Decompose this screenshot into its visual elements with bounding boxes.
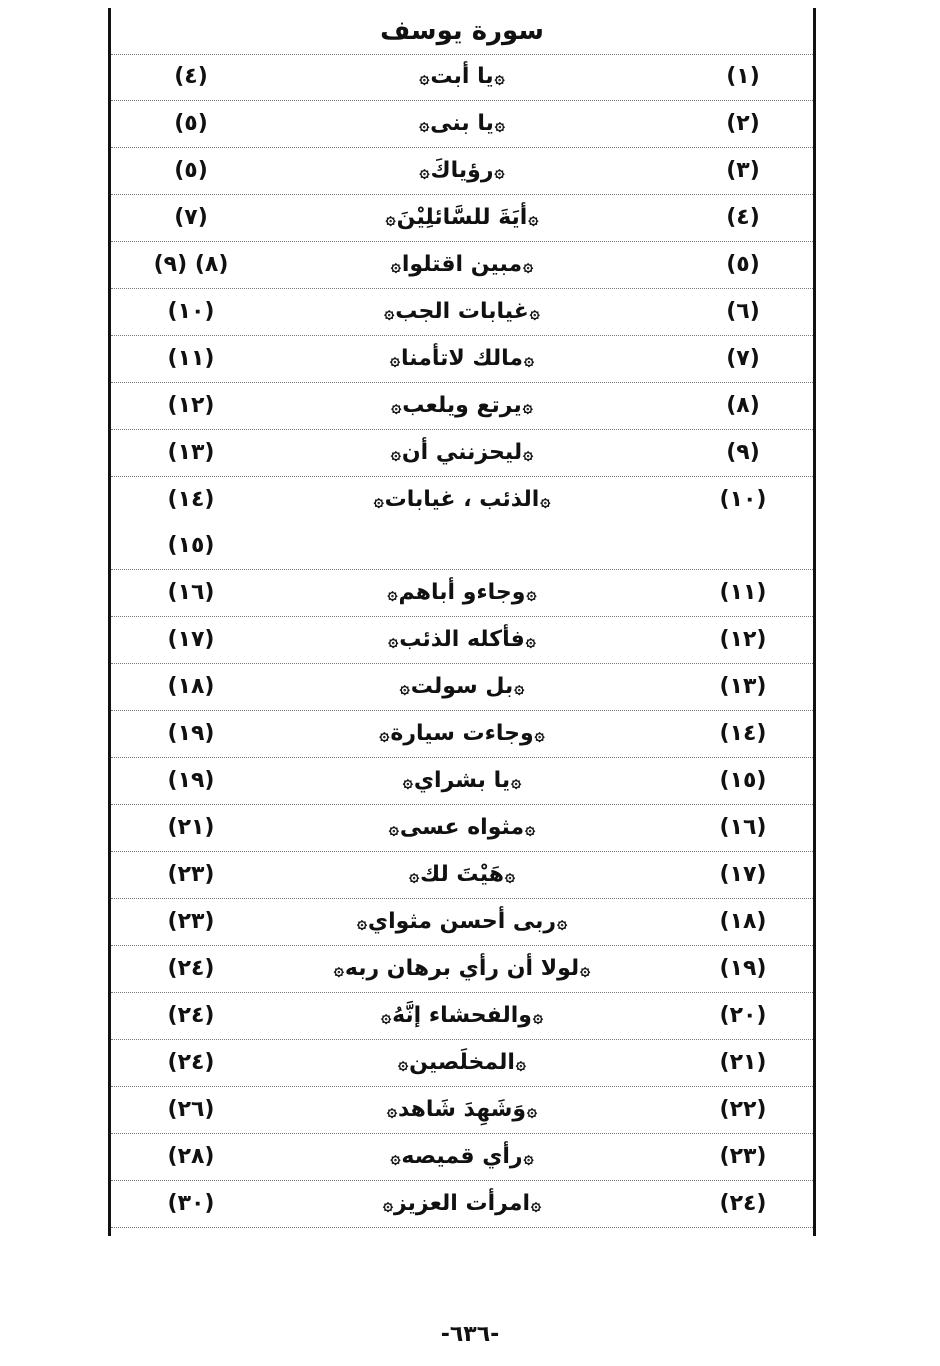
- table-row: [111, 993, 813, 1040]
- ornament-bracket-close: ۞: [390, 256, 401, 276]
- entry-page: (٨) (٩): [153, 252, 229, 277]
- entry-page: (١٤): [167, 487, 215, 512]
- ornament-bracket-open: ۞: [529, 303, 540, 323]
- entry-page: (٢٣): [167, 862, 215, 887]
- ornament-bracket-close: ۞: [383, 1195, 393, 1215]
- ornament-bracket-close: ۞: [333, 960, 344, 980]
- entry-page: (٢٤): [167, 956, 215, 981]
- entry-number: (١١): [719, 580, 767, 605]
- entry-word-text: مبين اقتلوا: [401, 252, 523, 277]
- entry-word: [261, 805, 663, 851]
- table-row: [111, 899, 813, 946]
- entry-word-text: رأي قميصه: [401, 1144, 523, 1169]
- ornament-bracket-open: ۞: [514, 678, 525, 698]
- table-row: [111, 101, 813, 148]
- table-row: [111, 617, 813, 664]
- ornament-bracket-open: ۞: [494, 115, 505, 135]
- entry-word: [261, 430, 663, 476]
- ornament-bracket-close: ۞: [388, 819, 399, 839]
- entry-page: (٣٠): [167, 1191, 215, 1216]
- ornament-bracket-close: ۞: [390, 350, 400, 370]
- entry-word: [261, 195, 663, 241]
- ornament-bracket-close: ۞: [409, 866, 420, 886]
- page-title: سورة يوسف: [111, 8, 813, 55]
- ornament-bracket-open: ۞: [528, 209, 539, 229]
- table-row: [111, 1040, 813, 1087]
- entry-word: [261, 289, 663, 335]
- entry-page-continued: (١٥): [167, 533, 215, 558]
- table-row: [111, 758, 813, 805]
- entry-word-text: رؤياكَ: [430, 158, 494, 183]
- table-row: [111, 805, 813, 852]
- entry-number: (٩): [726, 440, 760, 465]
- entry-word: [261, 336, 663, 382]
- table-row: [111, 946, 813, 993]
- ornament-bracket-close: ۞: [381, 1007, 392, 1027]
- entry-word: [261, 383, 663, 429]
- entry-page: (٢٤): [167, 1050, 215, 1075]
- entry-page: (٢٨): [167, 1144, 215, 1169]
- ornament-bracket-close: ۞: [391, 397, 402, 417]
- entry-word-text: أيَةَ للسَّائلِيْنَ: [396, 205, 528, 230]
- entry-number: (١٤): [719, 721, 767, 746]
- table-row: [111, 383, 813, 430]
- ornament-bracket-close: ۞: [356, 913, 367, 933]
- entry-word: [261, 101, 663, 147]
- entry-page: (١٧): [167, 627, 215, 652]
- table-row: [111, 336, 813, 383]
- entry-word-text: وجاءت سيارة: [390, 721, 534, 746]
- entry-word: [261, 899, 663, 945]
- ornament-bracket-close: ۞: [419, 115, 430, 135]
- index-rows: [111, 54, 813, 1228]
- ornament-bracket-open: ۞: [531, 1195, 541, 1215]
- entry-word-text: غيابات الجب: [395, 299, 529, 324]
- ornament-bracket-close: ۞: [379, 725, 390, 745]
- table-row: [111, 570, 813, 617]
- entry-word-text: ليحزنني أن: [401, 440, 523, 465]
- ornament-bracket-open: ۞: [526, 584, 537, 604]
- entry-number: (١٥): [719, 768, 767, 793]
- entry-number: (١٨): [719, 909, 767, 934]
- entry-word: [261, 242, 663, 288]
- entry-word: [261, 1040, 663, 1086]
- entry-number: (٢): [726, 111, 760, 136]
- ornament-bracket-open: ۞: [525, 819, 536, 839]
- entry-word: [261, 617, 663, 663]
- entry-page: (٢٣): [167, 909, 215, 934]
- entry-page: (١٠): [167, 299, 215, 324]
- entry-number: (٣): [726, 158, 760, 183]
- entry-number: (٨): [726, 393, 760, 418]
- entry-word: [261, 946, 663, 992]
- entry-word-text: وَشَهِدَ شَاهد: [397, 1097, 527, 1122]
- ornament-bracket-open: ۞: [523, 444, 534, 464]
- ornament-bracket-close: ۞: [398, 1054, 409, 1074]
- entry-word-text: يرتع ويلعب: [402, 393, 522, 418]
- entry-word-text: هَيْتَ لك: [420, 862, 504, 887]
- entry-word-text: مثواه عسى: [399, 815, 525, 840]
- entry-word: [261, 758, 663, 804]
- entry-word-text: يا بشراي: [413, 768, 511, 793]
- entry-word: [261, 1181, 663, 1227]
- entry-page: (١٦): [167, 580, 215, 605]
- table-row: [111, 54, 813, 101]
- ornament-bracket-close: ۞: [402, 772, 413, 792]
- page-number: -٦٣٦-: [440, 1322, 500, 1347]
- entry-number: (٦): [726, 299, 760, 324]
- entry-page: (١٨): [167, 674, 215, 699]
- ornament-bracket-open: ۞: [580, 960, 591, 980]
- entry-page: (١١): [167, 346, 215, 371]
- ornament-bracket-open: ۞: [534, 725, 545, 745]
- entry-number: (١٠): [719, 487, 767, 512]
- entry-word-text: يا بنى: [430, 111, 494, 136]
- entry-word: [261, 54, 663, 100]
- entry-word-text: امرأت العزيز: [393, 1191, 530, 1216]
- table-row: [111, 852, 813, 899]
- table-row: [111, 148, 813, 195]
- ornament-bracket-open: ۞: [504, 866, 515, 886]
- table-row: [111, 711, 813, 758]
- table-row: [111, 430, 813, 477]
- entry-page: (١٣): [167, 440, 215, 465]
- entry-word-text: فأكله الذئب: [399, 627, 525, 652]
- ornament-bracket-open: ۞: [494, 68, 505, 88]
- ornament-bracket-open: ۞: [515, 1054, 526, 1074]
- entry-number: (٢١): [719, 1050, 767, 1075]
- ornament-bracket-close: ۞: [419, 68, 430, 88]
- entry-page: (١٢): [167, 393, 215, 418]
- ornament-bracket-open: ۞: [525, 631, 536, 651]
- ornament-bracket-open: ۞: [511, 772, 522, 792]
- ornament-bracket-close: ۞: [390, 444, 401, 464]
- entry-number: (٢٠): [719, 1003, 767, 1028]
- ornament-bracket-close: ۞: [387, 584, 398, 604]
- ornament-bracket-close: ۞: [390, 1148, 401, 1168]
- entry-word-text: بل سولت: [410, 674, 514, 699]
- entry-word: [261, 1134, 663, 1180]
- ornament-bracket-open: ۞: [532, 1007, 543, 1027]
- entry-number: (٢٢): [719, 1097, 767, 1122]
- entry-number: (١): [726, 64, 760, 89]
- index-table: [108, 8, 816, 1236]
- ornament-bracket-close: ۞: [387, 1101, 397, 1121]
- ornament-bracket-open: ۞: [557, 913, 568, 933]
- ornament-bracket-open: ۞: [523, 1148, 534, 1168]
- ornament-bracket-open: ۞: [524, 350, 534, 370]
- entry-page: (٢٤): [167, 1003, 215, 1028]
- entry-number: (١٢): [719, 627, 767, 652]
- ornament-bracket-close: ۞: [384, 303, 395, 323]
- entry-number: (١٩): [719, 956, 767, 981]
- entry-page: (٥): [174, 111, 208, 136]
- entry-number: (٥): [726, 252, 760, 277]
- entry-page: (١٩): [167, 768, 215, 793]
- entry-page: (٥): [174, 158, 208, 183]
- entry-word: [261, 477, 663, 523]
- entry-word-text: مالك لاتأمنا: [400, 346, 524, 371]
- ornament-bracket-close: ۞: [373, 491, 384, 511]
- ornament-bracket-open: ۞: [523, 256, 534, 276]
- entry-word-text: المخلَصين: [409, 1050, 515, 1075]
- table-row: [111, 1181, 813, 1228]
- entry-number: (١٧): [719, 862, 767, 887]
- ornament-bracket-close: ۞: [385, 209, 396, 229]
- entry-word: [261, 148, 663, 194]
- ornament-bracket-open: ۞: [494, 162, 505, 182]
- entry-page: (٧): [174, 205, 208, 230]
- entry-number: (١٦): [719, 815, 767, 840]
- table-row: [111, 1087, 813, 1134]
- entry-page: (٢١): [167, 815, 215, 840]
- table-row: [111, 477, 813, 570]
- entry-number: (٢٤): [719, 1191, 767, 1216]
- entry-word-text: لولا أن رأي برهان ربه: [344, 956, 580, 981]
- entry-number: (٧): [726, 346, 760, 371]
- entry-word-text: يا أبت: [430, 64, 494, 89]
- ornament-bracket-open: ۞: [522, 397, 533, 417]
- ornament-bracket-open: ۞: [540, 491, 551, 511]
- entry-number: (٤): [726, 205, 760, 230]
- entry-page: (٤): [174, 64, 208, 89]
- entry-word-text: وجاءو أباهم: [398, 580, 526, 605]
- entry-word: [261, 570, 663, 616]
- entry-word: [261, 1087, 663, 1133]
- entry-word: [261, 993, 663, 1039]
- entry-page: (١٩): [167, 721, 215, 746]
- ornament-bracket-close: ۞: [419, 162, 430, 182]
- entry-word: [261, 711, 663, 757]
- entry-number: (١٣): [719, 674, 767, 699]
- ornament-bracket-open: ۞: [527, 1101, 537, 1121]
- table-row: [111, 289, 813, 336]
- ornament-bracket-close: ۞: [399, 678, 410, 698]
- ornament-bracket-close: ۞: [388, 631, 399, 651]
- table-row: [111, 242, 813, 289]
- entry-word: [261, 852, 663, 898]
- entry-word-text: الذئب ، غيابات: [384, 487, 540, 512]
- table-row: [111, 664, 813, 711]
- entry-word-text: والفحشاء إنَّهُ: [392, 1003, 532, 1028]
- entry-word-text: ربى أحسن مثواي: [367, 909, 557, 934]
- entry-word: [261, 664, 663, 710]
- entry-number: (٢٣): [719, 1144, 767, 1169]
- entry-page: (٢٦): [167, 1097, 215, 1122]
- table-row: [111, 1134, 813, 1181]
- table-row: [111, 195, 813, 242]
